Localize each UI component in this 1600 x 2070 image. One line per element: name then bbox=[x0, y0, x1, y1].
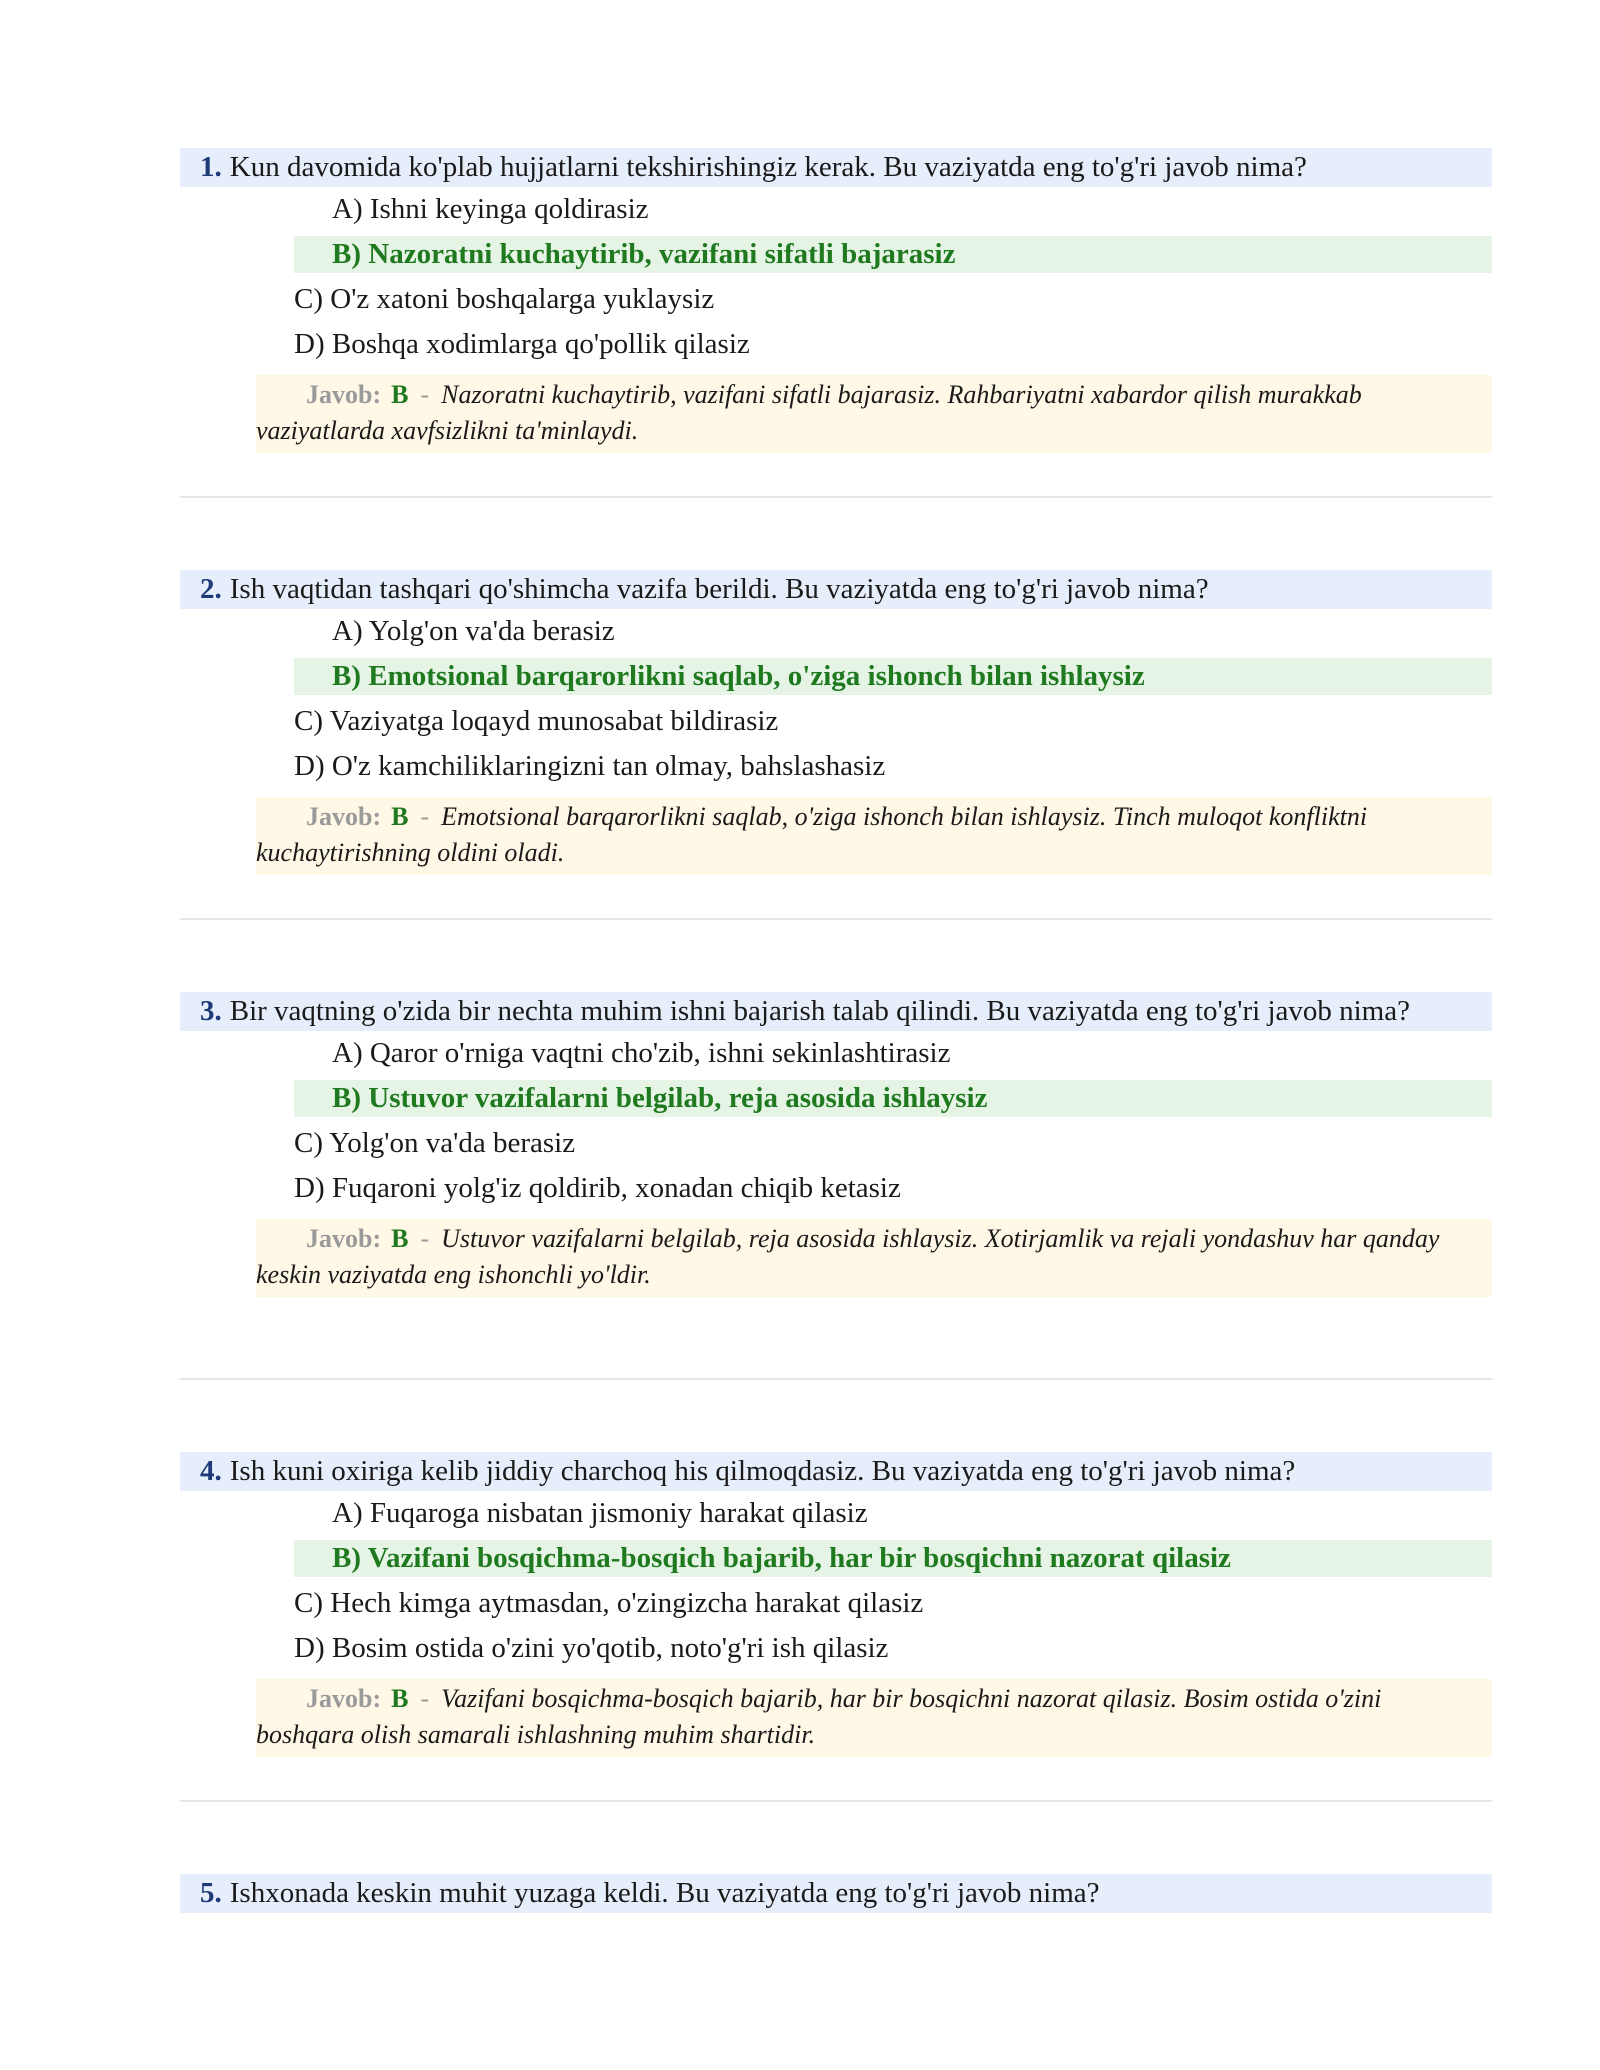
question-number: 1. bbox=[200, 151, 222, 183]
option-c: C) Vaziyatga loqayd munosabat bildirasiz bbox=[294, 705, 779, 737]
question-1 bbox=[180, 148, 1492, 453]
answer-label: Javob: bbox=[306, 1684, 382, 1713]
question-title bbox=[180, 992, 1492, 1031]
option-d: D) Boshqa xodimlarga qo'pollik qilasiz bbox=[294, 328, 750, 360]
answer-letter: B bbox=[391, 1684, 409, 1713]
option-a: A) Yolg'on va'da berasiz bbox=[332, 615, 615, 647]
question-number: 5. bbox=[200, 1877, 222, 1909]
option-d: D) O'z kamchiliklaringizni tan olmay, bahslashasiz bbox=[294, 750, 886, 782]
answer-explanation bbox=[256, 1679, 1492, 1757]
answer-label: Javob: bbox=[306, 1224, 382, 1253]
option-c: C) Yolg'on va'da berasiz bbox=[294, 1127, 576, 1159]
question-title bbox=[180, 1874, 1492, 1913]
question-text: Kun davomida ko'plab hujjatlarni tekshirishingiz kerak. Bu vaziyatda eng to'g'ri javob nima? bbox=[229, 151, 1307, 183]
question-text: Bir vaqtning o'zida bir nechta muhim ishni bajarish talab qilindi. Bu vaziyatda eng to'g'ri javob nima? bbox=[229, 995, 1410, 1027]
answer-label: Javob: bbox=[306, 802, 382, 831]
option-a: A) Ishni keyinga qoldirasiz bbox=[332, 193, 649, 225]
question-3 bbox=[180, 992, 1492, 1297]
question-2 bbox=[180, 570, 1492, 875]
option-d: D) Bosim ostida o'zini yo'qotib, noto'g'ri ish qilasiz bbox=[294, 1632, 889, 1664]
question-text: Ish vaqtidan tashqari qo'shimcha vazifa berildi. Bu vaziyatda eng to'g'ri javob nima? bbox=[229, 573, 1209, 605]
divider bbox=[180, 918, 1492, 920]
answer-explanation bbox=[256, 1219, 1492, 1297]
answer-explanation bbox=[256, 797, 1492, 875]
option-b-correct: B) Emotsional barqarorlikni saqlab, o'ziga ishonch bilan ishlaysiz bbox=[294, 658, 1492, 695]
option-d: D) Fuqaroni yolg'iz qoldirib, xonadan chiqib ketasiz bbox=[294, 1172, 901, 1204]
answer-dash: - bbox=[420, 1684, 430, 1713]
option-a: A) Qaror o'rniga vaqtni cho'zib, ishni sekinlashtirasiz bbox=[332, 1037, 951, 1069]
answer-letter: B bbox=[391, 802, 409, 831]
question-4 bbox=[180, 1452, 1492, 1757]
option-b-correct: B) Nazoratni kuchaytirib, vazifani sifatli bajarasiz bbox=[294, 236, 1492, 273]
answer-label: Javob: bbox=[306, 380, 382, 409]
option-b-correct: B) Vazifani bosqichma-bosqich bajarib, har bir bosqichni nazorat qilasiz bbox=[294, 1540, 1492, 1577]
option-c: C) Hech kimga aytmasdan, o'zingizcha harakat qilasiz bbox=[294, 1587, 924, 1619]
answer-text: Nazoratni kuchaytirib, vazifani sifatli bajarasiz. Rahbariyatni xabardor qilish murakkab vaziyatlarda xavfsizlikni ta'minlaydi. bbox=[256, 380, 1362, 445]
answer-dash: - bbox=[420, 380, 430, 409]
divider bbox=[180, 1800, 1492, 1802]
divider bbox=[180, 496, 1492, 498]
question-title bbox=[180, 148, 1492, 187]
question-title bbox=[180, 1452, 1492, 1491]
answer-explanation bbox=[256, 375, 1492, 453]
answer-letter: B bbox=[391, 380, 409, 409]
answer-text: Emotsional barqarorlikni saqlab, o'ziga ishonch bilan ishlaysiz. Tinch muloqot konfliktni kuchaytirishning oldini oladi. bbox=[256, 802, 1368, 867]
question-title bbox=[180, 570, 1492, 609]
question-number: 2. bbox=[200, 573, 222, 605]
question-text: Ish kuni oxiriga kelib jiddiy charchoq his qilmoqdasiz. Bu vaziyatda eng to'g'ri javob nima? bbox=[229, 1455, 1296, 1487]
answer-dash: - bbox=[420, 802, 430, 831]
answer-dash: - bbox=[420, 1224, 430, 1253]
answer-text: Ustuvor vazifalarni belgilab, reja asosida ishlaysiz. Xotirjamlik va rejali yondashuv har qanday keskin vaziyatda eng ishonchli yo'ldir. bbox=[256, 1224, 1440, 1289]
option-c: C) O'z xatoni boshqalarga yuklaysiz bbox=[294, 283, 715, 315]
divider bbox=[180, 1378, 1492, 1380]
question-number: 3. bbox=[200, 995, 222, 1027]
answer-letter: B bbox=[391, 1224, 409, 1253]
answer-text: Vazifani bosqichma-bosqich bajarib, har bir bosqichni nazorat qilasiz. Bosim ostida o'zini boshqara olish samarali ishlashning muhim shartidir. bbox=[256, 1684, 1382, 1749]
question-5 bbox=[180, 1874, 1492, 1913]
option-b-correct: B) Ustuvor vazifalarni belgilab, reja asosida ishlaysiz bbox=[294, 1080, 1492, 1117]
option-a: A) Fuqaroga nisbatan jismoniy harakat qilasiz bbox=[332, 1497, 868, 1529]
question-text: Ishxonada keskin muhit yuzaga keldi. Bu vaziyatda eng to'g'ri javob nima? bbox=[229, 1877, 1100, 1909]
question-number: 4. bbox=[200, 1455, 222, 1487]
